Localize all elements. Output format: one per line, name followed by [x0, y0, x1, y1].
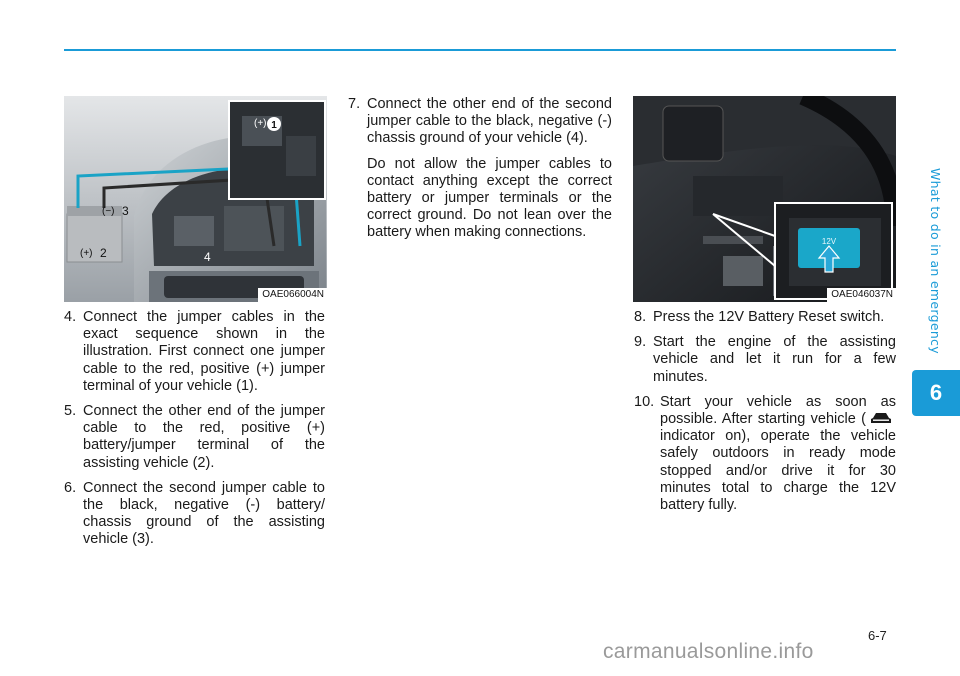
step-number: 8. — [634, 309, 647, 325]
dashboard-image — [633, 96, 896, 302]
figure-code: OAE046037N — [827, 288, 896, 302]
step-text: Connect the jumper cables in the exact sequence shown in the illustration. First connect one jumper cable to the red, positive (+) jumper terminal of your vehicle (1). — [83, 309, 325, 394]
callout-3: 3 — [122, 204, 129, 218]
step-5 — [64, 403, 325, 472]
callout-2: 2 — [100, 246, 107, 260]
step-8 — [634, 309, 896, 326]
step-number: 7. — [348, 96, 361, 112]
page-number: 6-7 — [868, 628, 887, 643]
step-10 — [634, 394, 896, 514]
step-text: Connect the other end of the jumper cable to the red, positive (+) battery/jumper terminal of the assisting vehicle (2). — [83, 403, 325, 471]
watermark: carmanualsonline.info — [603, 640, 814, 663]
engine-bay-image — [64, 96, 327, 302]
column-left — [64, 309, 325, 557]
step-number: 5. — [64, 403, 77, 420]
step-6 — [64, 480, 325, 549]
step-number: 6. — [64, 479, 77, 496]
column-right — [634, 309, 896, 522]
step-number: 9. — [634, 334, 647, 351]
step-text: Connect the other end of the second jumper cable to the black, negative (-) chassis ground of your vehicle (4). — [367, 96, 612, 147]
chapter-tab: 6 — [912, 370, 960, 416]
callout-1: 1 — [271, 120, 277, 131]
header-rule — [64, 49, 896, 51]
step-9 — [634, 334, 896, 386]
callout-plus-top: (+) — [254, 118, 267, 129]
step-7 — [348, 96, 612, 148]
step-text: Start the engine of the assisting vehicle and let it run for a few minutes. — [653, 334, 896, 385]
cable-safety-note: Do not allow the jumper cables to contact anything except the correct battery or jumper terminals or the correct ground. Do not lean over the battery when making connections. — [367, 155, 612, 241]
figure-code: OAE066004N — [258, 288, 327, 302]
step-text-after: indicator on), operate the vehicle safely outdoors in ready mode stopped and/or drive it for 30 minutes total to charge the 12V battery fully. — [660, 428, 896, 514]
reset-button-text: 12V — [821, 237, 837, 246]
battery-reset-switch-illustration — [633, 96, 896, 302]
step-text: Press the 12V Battery Reset switch. — [653, 309, 885, 325]
ready-car-indicator-icon — [870, 411, 892, 425]
step-text-before: Start your vehicle as soon as possible. After starting vehicle ( — [660, 393, 896, 428]
callout-minus: (−) — [102, 206, 115, 217]
column-middle — [348, 96, 612, 242]
callout-plus: (+) — [80, 248, 93, 259]
step-text: Connect the second jumper cable to the black, negative (-) battery/ chassis ground of the assisting vehicle (3). — [83, 479, 325, 548]
step-number: 4. — [64, 309, 77, 325]
chapter-side-label: What to do in an emergency — [928, 168, 943, 354]
callout-4: 4 — [204, 250, 211, 264]
jumper-cable-illustration — [64, 96, 327, 302]
step-number: 10. — [634, 393, 655, 410]
step-4 — [64, 309, 325, 395]
